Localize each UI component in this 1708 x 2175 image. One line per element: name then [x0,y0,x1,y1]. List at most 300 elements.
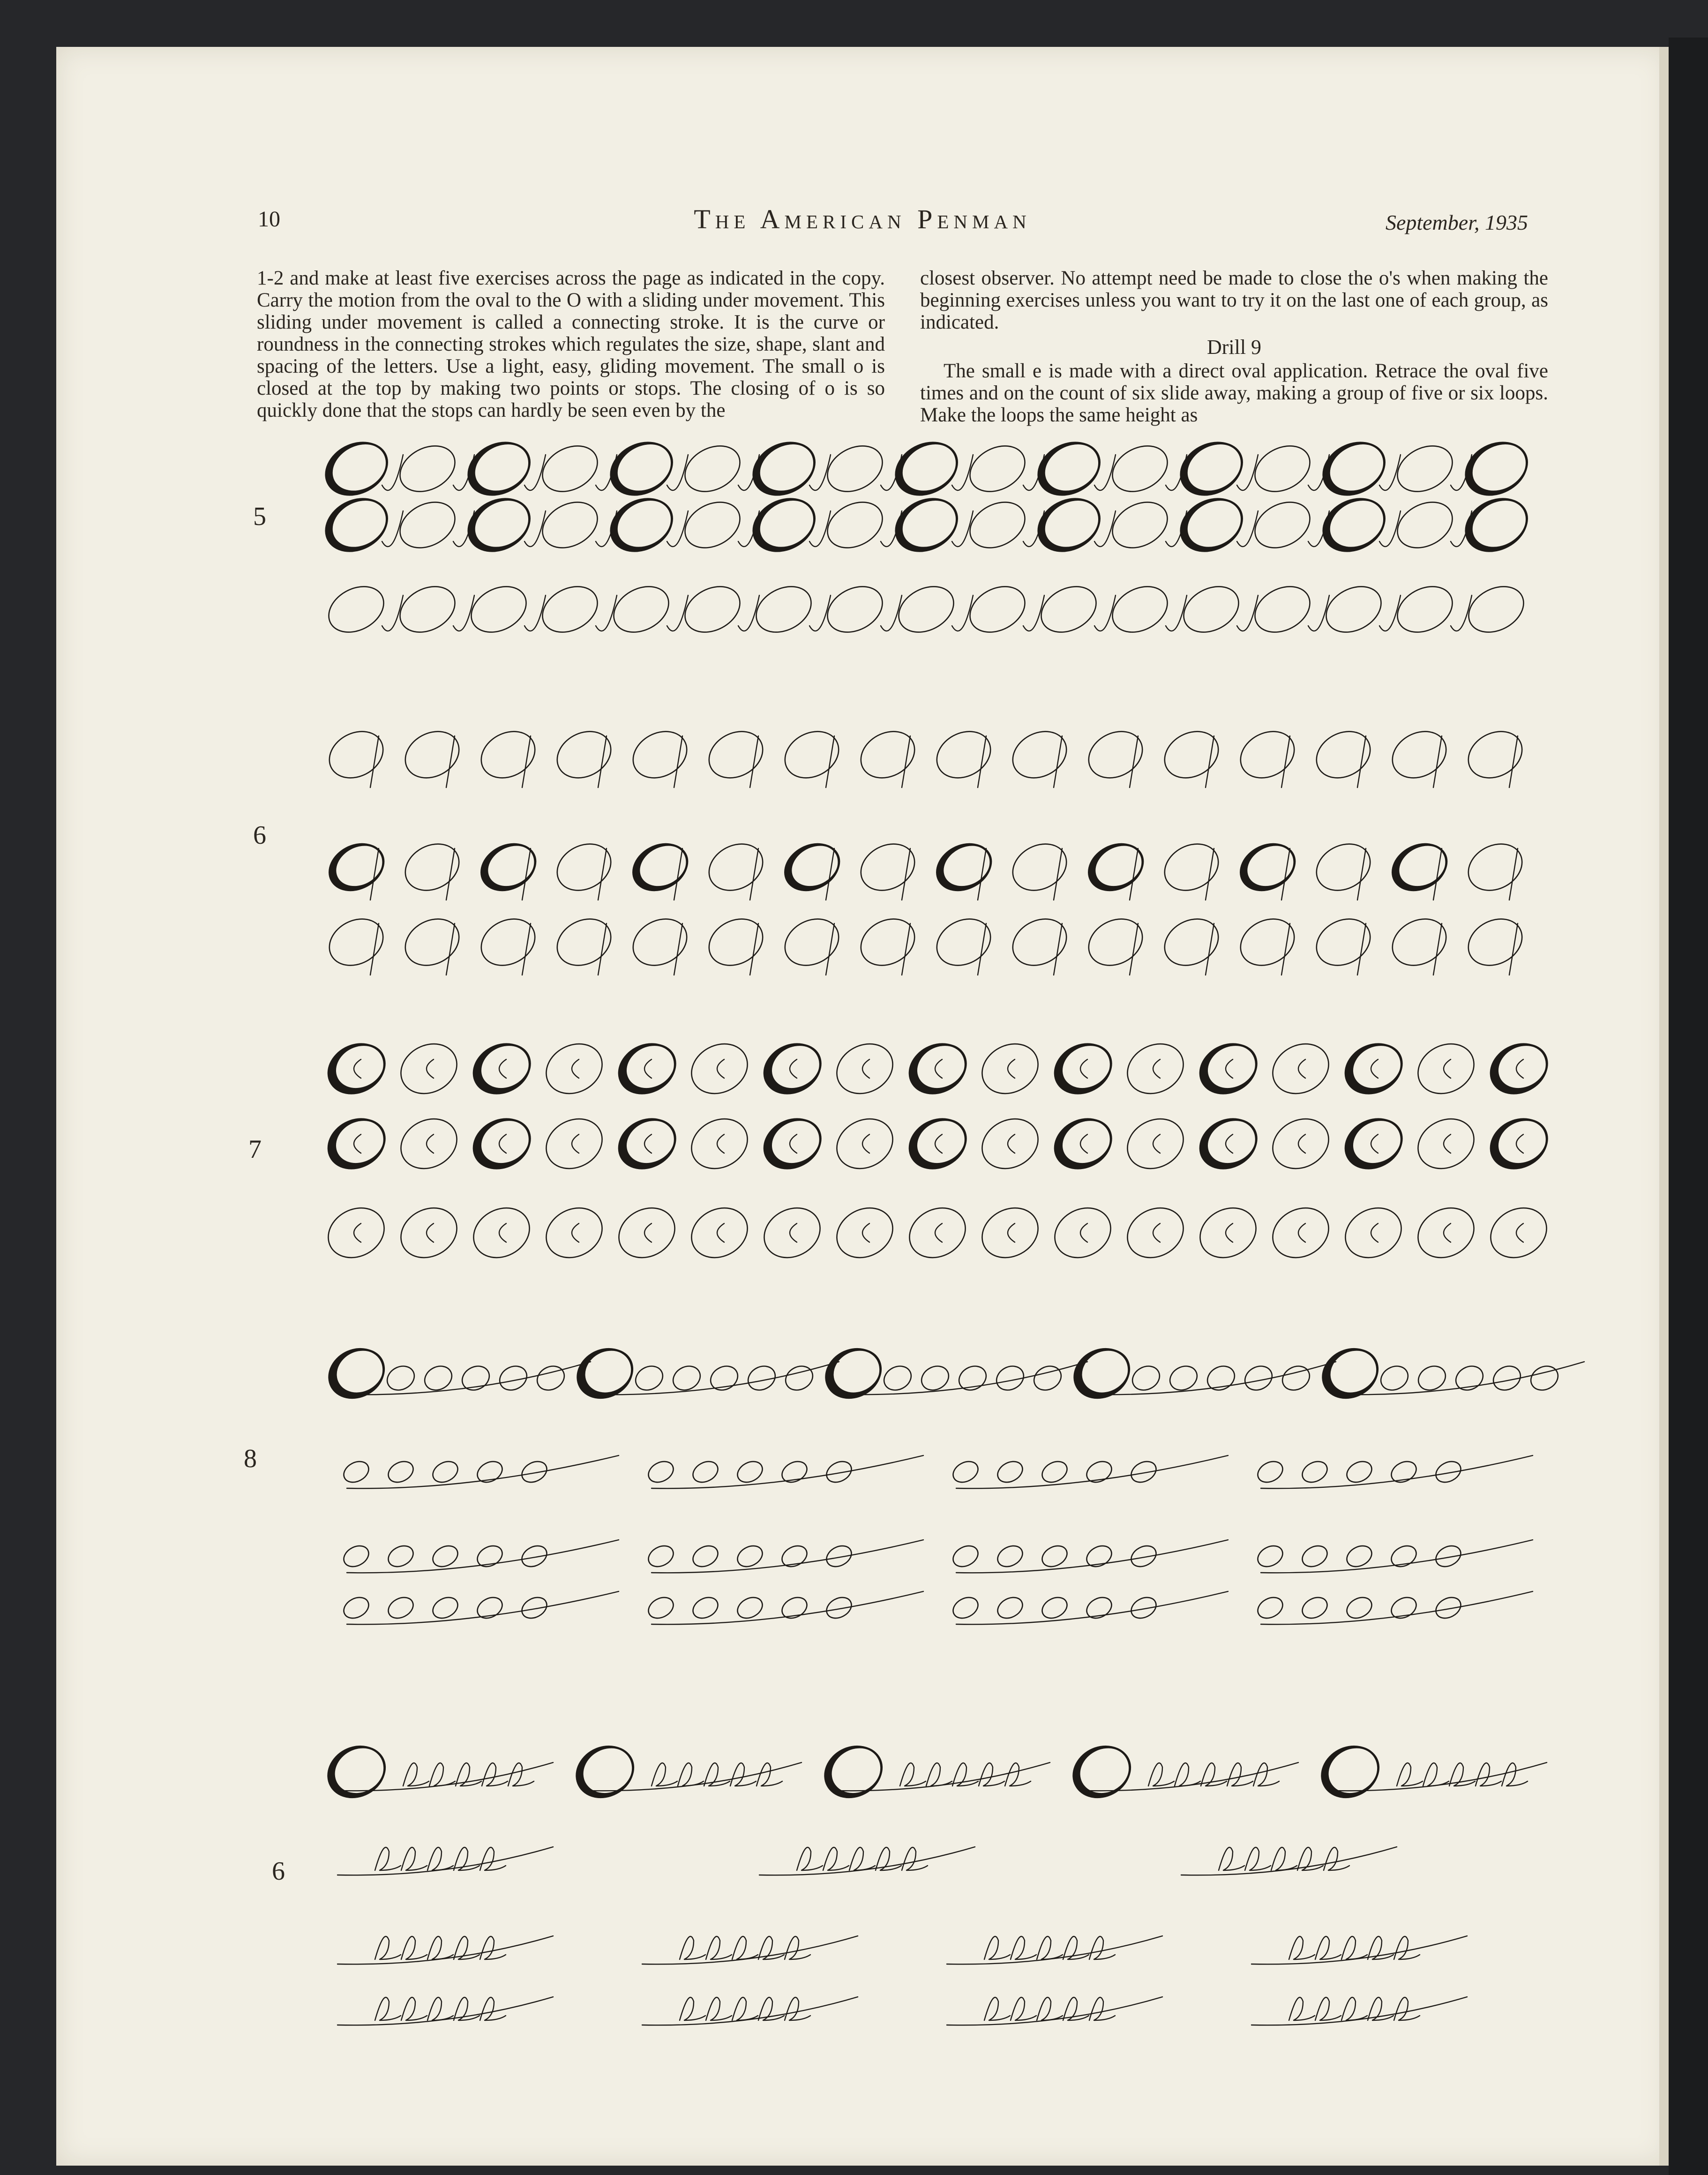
small-o [1452,1362,1487,1395]
a-stem [1130,923,1138,975]
small-o [631,1362,667,1395]
c-hook [644,1223,652,1242]
small-o [1388,1593,1420,1622]
loop-e [1397,1763,1423,1786]
small-o [474,1457,506,1486]
drill-label-8: 8 [244,1444,257,1473]
oval-o [392,437,463,501]
a-stem [750,848,758,900]
group-stroke [1251,1997,1467,2025]
oval-a [473,910,543,975]
loop-e [785,1997,810,2020]
oval-c [1264,1199,1337,1268]
small-o [734,1593,766,1622]
a-stem [978,736,986,788]
small-o [1343,1457,1375,1486]
loop-e [902,1847,928,1870]
oval-o [535,437,606,501]
oval-c [1337,1199,1410,1268]
loop-e [823,1847,849,1870]
small-o [779,1542,810,1571]
oval-a [853,910,922,975]
loop-e [1315,1936,1341,1959]
small-o [955,1362,990,1395]
c-hook [1080,1059,1087,1078]
oval-o [962,578,1033,641]
c-hook [499,1134,506,1153]
c-hook [790,1134,797,1153]
oval-c [828,1199,901,1268]
oval-c [610,1199,683,1268]
c-hook [1153,1223,1160,1242]
a-stem [1206,923,1214,975]
c-hook [1298,1223,1305,1242]
oval-c [683,1110,756,1178]
c-hook [499,1059,506,1078]
a-stem [370,848,379,900]
a-stem [522,923,531,975]
loop-e [900,1763,926,1786]
oval-c [538,1199,611,1268]
oval-c [974,1199,1047,1268]
a-stem [370,923,379,975]
group-underline [347,1591,619,1624]
oval-a [549,722,619,787]
oval-o [1390,493,1461,557]
c-hook [1444,1059,1451,1078]
oval-c [1046,1199,1119,1268]
oval-o [1105,493,1176,557]
loop-e [1324,1847,1349,1870]
loop-e [375,1997,401,2020]
small-o [1128,1542,1160,1571]
a-stem [1509,923,1518,975]
a-stem [750,736,758,788]
exercise-ink [317,432,1584,2025]
group-stroke [337,1997,553,2025]
small-o [1432,1593,1464,1622]
group-stroke [1181,1847,1397,1875]
drill-heading: Drill 9 [1206,336,1262,359]
right-paragraph-2: The small e is made with a direct oval application. Retrace the oval five times and on the count of six slide away, making a group of five or six loops. Make the loops the same height as [920,360,1548,426]
group-stroke [642,1936,858,1964]
loop-e [480,1847,506,1870]
small-o [1083,1593,1115,1622]
oval-a [473,722,543,787]
loop-e [984,1997,1010,2020]
small-o [823,1457,855,1486]
small-o [994,1457,1026,1486]
c-hook [644,1134,652,1153]
oval-c [465,1199,538,1268]
oval-o [392,578,463,641]
oval-a [1004,835,1074,900]
oval-a [1232,910,1302,975]
small-o [1432,1542,1464,1571]
c-hook [1516,1134,1523,1153]
oval-a [321,910,391,975]
c-hook [572,1059,579,1078]
left-paragraph: 1-2 and make at least five exercises across the page as indicated in the copy. Carry the motion from the oval to the O with a sliding under movement. This sliding under movement is called a connecting stroke. It is the curve or roundness in the connecting strokes which regulates the size, shape, slant and spacing of the letters. Use a light, easy, gliding movement. The small o is closed at the top by making two points or stops. The closing of o is so quickly done that the stops can hardly be seen even by the [257,267,885,421]
loop-e [427,1936,453,1959]
c-hook [354,1059,361,1078]
loop-e [427,1997,453,2020]
c-hook [1226,1223,1233,1242]
small-o [880,1362,915,1395]
group-stroke [947,1936,1162,1964]
oval-a [701,910,771,975]
a-stem [1130,736,1138,788]
a-stem [1509,736,1518,788]
c-hook [1371,1134,1378,1153]
group-stroke [759,1847,975,1875]
oval-a [625,910,695,975]
small-o [385,1457,417,1486]
a-stem [598,736,607,788]
small-o [779,1593,810,1622]
loop-e [1341,1936,1367,1959]
oval-c [1409,1199,1483,1268]
small-o [429,1457,461,1486]
oval-c [1119,1199,1192,1268]
loop-e [401,1936,427,1959]
oval-o [1105,437,1176,501]
oval-o [1461,578,1532,641]
loop-e [979,1763,1004,1786]
loop-e [427,1847,453,1870]
loop-e [1005,1763,1031,1786]
group-underline [652,1455,923,1488]
oval-o [677,578,748,641]
a-stem [1509,848,1518,900]
oval-o [1247,437,1318,501]
oval-o [1034,578,1104,641]
oval-a [929,722,998,787]
loop-e [797,1847,823,1870]
oval-o [962,437,1033,501]
oval-a [1384,910,1454,975]
oval-a [1384,722,1454,787]
c-hook [1008,1223,1015,1242]
c-hook [1226,1059,1233,1078]
oval-a [777,722,847,787]
c-hook [1444,1223,1451,1242]
loop-e [1175,1763,1200,1786]
c-hook [717,1223,724,1242]
c-hook [427,1223,434,1242]
small-o [1128,1457,1160,1486]
c-hook [1153,1134,1160,1153]
oval-o [1390,578,1461,641]
small-o [1299,1457,1331,1486]
c-hook [354,1223,361,1242]
c-hook [935,1059,942,1078]
small-o [474,1542,506,1571]
loop-e [508,1763,534,1786]
loop-e [1476,1763,1501,1786]
small-o [734,1542,766,1571]
c-hook [1153,1059,1160,1078]
c-hook [1080,1223,1087,1242]
small-o [1128,1362,1164,1395]
drill-label-6b: 6 [272,1857,285,1886]
c-hook [1444,1134,1451,1153]
loop-e [1315,1997,1341,2020]
oval-c [320,1199,393,1268]
group-stroke [947,1997,1162,2025]
a-stem [1433,848,1442,900]
small-o [1083,1457,1115,1486]
c-hook [1008,1134,1015,1153]
c-hook [499,1223,506,1242]
small-o [1030,1362,1065,1395]
small-o [518,1542,550,1571]
small-o [518,1457,550,1486]
loop-e [1148,1763,1174,1786]
c-hook [1298,1059,1305,1078]
loop-e [401,1997,427,2020]
small-o [385,1542,417,1571]
oval-a [397,835,467,900]
c-hook [862,1059,869,1078]
group-underline [347,1455,619,1488]
oval-a [1156,722,1226,787]
a-stem [1433,736,1442,788]
small-o [1039,1593,1071,1622]
a-stem [370,736,379,788]
loop-e [984,1936,1010,1959]
a-stem [902,923,910,975]
small-o [1388,1542,1420,1571]
loop-e [706,1997,732,2020]
c-hook [1516,1059,1523,1078]
loop-e [652,1763,677,1786]
small-o [645,1542,677,1571]
loop-e [1245,1847,1271,1870]
oval-a [1004,910,1074,975]
oval-a [1080,910,1150,975]
small-o [1278,1362,1314,1395]
oval-a [1308,835,1378,900]
a-stem [1054,923,1062,975]
small-o [689,1593,721,1622]
oval-c [538,1035,611,1103]
small-o [340,1542,372,1571]
loop-e [1271,1847,1297,1870]
small-o [823,1593,855,1622]
loop-e [757,1763,782,1786]
drill-label-6: 6 [253,821,266,850]
oval-c [1264,1035,1337,1103]
loop-e [480,1936,506,1959]
a-stem [446,923,455,975]
oval-a [853,835,922,900]
loop-e [1502,1763,1528,1786]
group-underline [956,1540,1228,1573]
small-o [706,1362,742,1395]
oval-a [1232,722,1302,787]
loop-e [926,1763,952,1786]
a-stem [902,848,910,900]
a-stem [1357,923,1366,975]
oval-a [853,722,922,787]
oval-c [828,1110,901,1178]
small-o [1299,1542,1331,1571]
right-paragraph-1: closest observer. No attempt need be made to close the o's when making the beginning exercises unless you want to try it on the last one of each group, as indicated. [920,267,1548,333]
oval-o [962,493,1033,557]
oval-c [1409,1110,1483,1178]
loop-e [704,1763,730,1786]
oval-a [929,910,998,975]
oval-a [1460,722,1530,787]
loop-e [1227,1763,1253,1786]
oval-o [1247,578,1318,641]
oval-a [549,910,619,975]
small-o [1299,1593,1331,1622]
oval-o [1176,578,1247,641]
c-hook [935,1223,942,1242]
loop-e [952,1763,978,1786]
c-hook [862,1134,869,1153]
oval-a [397,910,467,975]
small-o [950,1542,981,1571]
a-stem [750,923,758,975]
small-o [429,1593,461,1622]
loop-e [1423,1763,1449,1786]
c-hook [1008,1059,1015,1078]
oval-o [535,493,606,557]
oval-o [1247,493,1318,557]
small-o [950,1593,981,1622]
loop-e [706,1936,732,1959]
c-hook [717,1134,724,1153]
a-stem [978,848,986,900]
small-o [1343,1542,1375,1571]
loop-e [1394,1936,1420,1959]
small-o [689,1457,721,1486]
oval-a [777,910,847,975]
oval-a [321,722,391,787]
oval-a [1308,910,1378,975]
small-o [1254,1593,1286,1622]
small-o [645,1593,677,1622]
a-stem [1054,848,1062,900]
a-stem [674,923,682,975]
c-hook [1371,1223,1378,1242]
oval-c [392,1035,465,1103]
a-stem [826,923,834,975]
oval-o [820,578,891,641]
group-underline [956,1591,1228,1624]
group-underline [347,1540,619,1573]
small-o [533,1362,569,1395]
a-stem [1357,848,1366,900]
a-stem [1357,736,1366,788]
small-o [950,1457,981,1486]
loop-e [785,1936,810,1959]
page-number: 10 [258,207,280,232]
oval-a [1460,835,1530,900]
a-stem [826,848,834,900]
c-hook [717,1059,724,1078]
issue-date: September, 1935 [1385,210,1528,234]
oval-c [1409,1035,1483,1103]
c-hook [790,1059,797,1078]
oval-a [701,835,771,900]
oval-c [683,1199,756,1268]
small-o [383,1362,419,1395]
loop-e [375,1936,401,1959]
group-underline [1261,1540,1533,1573]
small-o [474,1593,506,1622]
a-stem [598,923,607,975]
group-underline [1261,1455,1533,1488]
a-stem [674,736,682,788]
c-hook [1371,1059,1378,1078]
oval-a [701,722,771,787]
loop-e [1011,1997,1036,2020]
oval-a [1156,835,1226,900]
oval-o [464,578,534,641]
c-hook [935,1134,942,1153]
small-o [1254,1542,1286,1571]
drill-label-7: 7 [248,1135,262,1164]
oval-c [538,1110,611,1178]
loop-e [480,1997,506,2020]
a-stem [1054,736,1062,788]
oval-c [1119,1035,1192,1103]
loop-e [1089,1997,1115,2020]
c-hook [1080,1134,1087,1153]
loop-e [403,1763,429,1786]
a-stem [446,848,455,900]
small-o [1254,1457,1286,1486]
oval-a [1308,722,1378,787]
oval-o [1390,437,1461,501]
small-o [779,1457,810,1486]
c-hook [1298,1134,1305,1153]
group-stroke [337,1936,553,1964]
oval-a [1460,910,1530,975]
group-stroke [337,1847,553,1875]
oval-o [820,493,891,557]
a-stem [674,848,682,900]
loop-e [375,1847,401,1870]
small-o [823,1542,855,1571]
loop-e [456,1763,481,1786]
small-o [1128,1593,1160,1622]
c-hook [644,1059,652,1078]
oval-o [535,578,606,641]
oval-o [606,578,677,641]
oval-a [1156,910,1226,975]
oval-c [828,1035,901,1103]
loop-e [482,1763,508,1786]
oval-o [1318,578,1389,641]
c-hook [572,1134,579,1153]
journal-title-text: The American Penman [694,204,1031,234]
loop-e [1289,1936,1315,1959]
group-underline [1261,1591,1533,1624]
c-hook [862,1223,869,1242]
oval-c [1264,1110,1337,1178]
a-stem [1130,848,1138,900]
a-stem [446,736,455,788]
oval-a [397,722,467,787]
loop-e [1037,1997,1063,2020]
group-stroke [1251,1936,1467,1964]
oval-o [820,437,891,501]
